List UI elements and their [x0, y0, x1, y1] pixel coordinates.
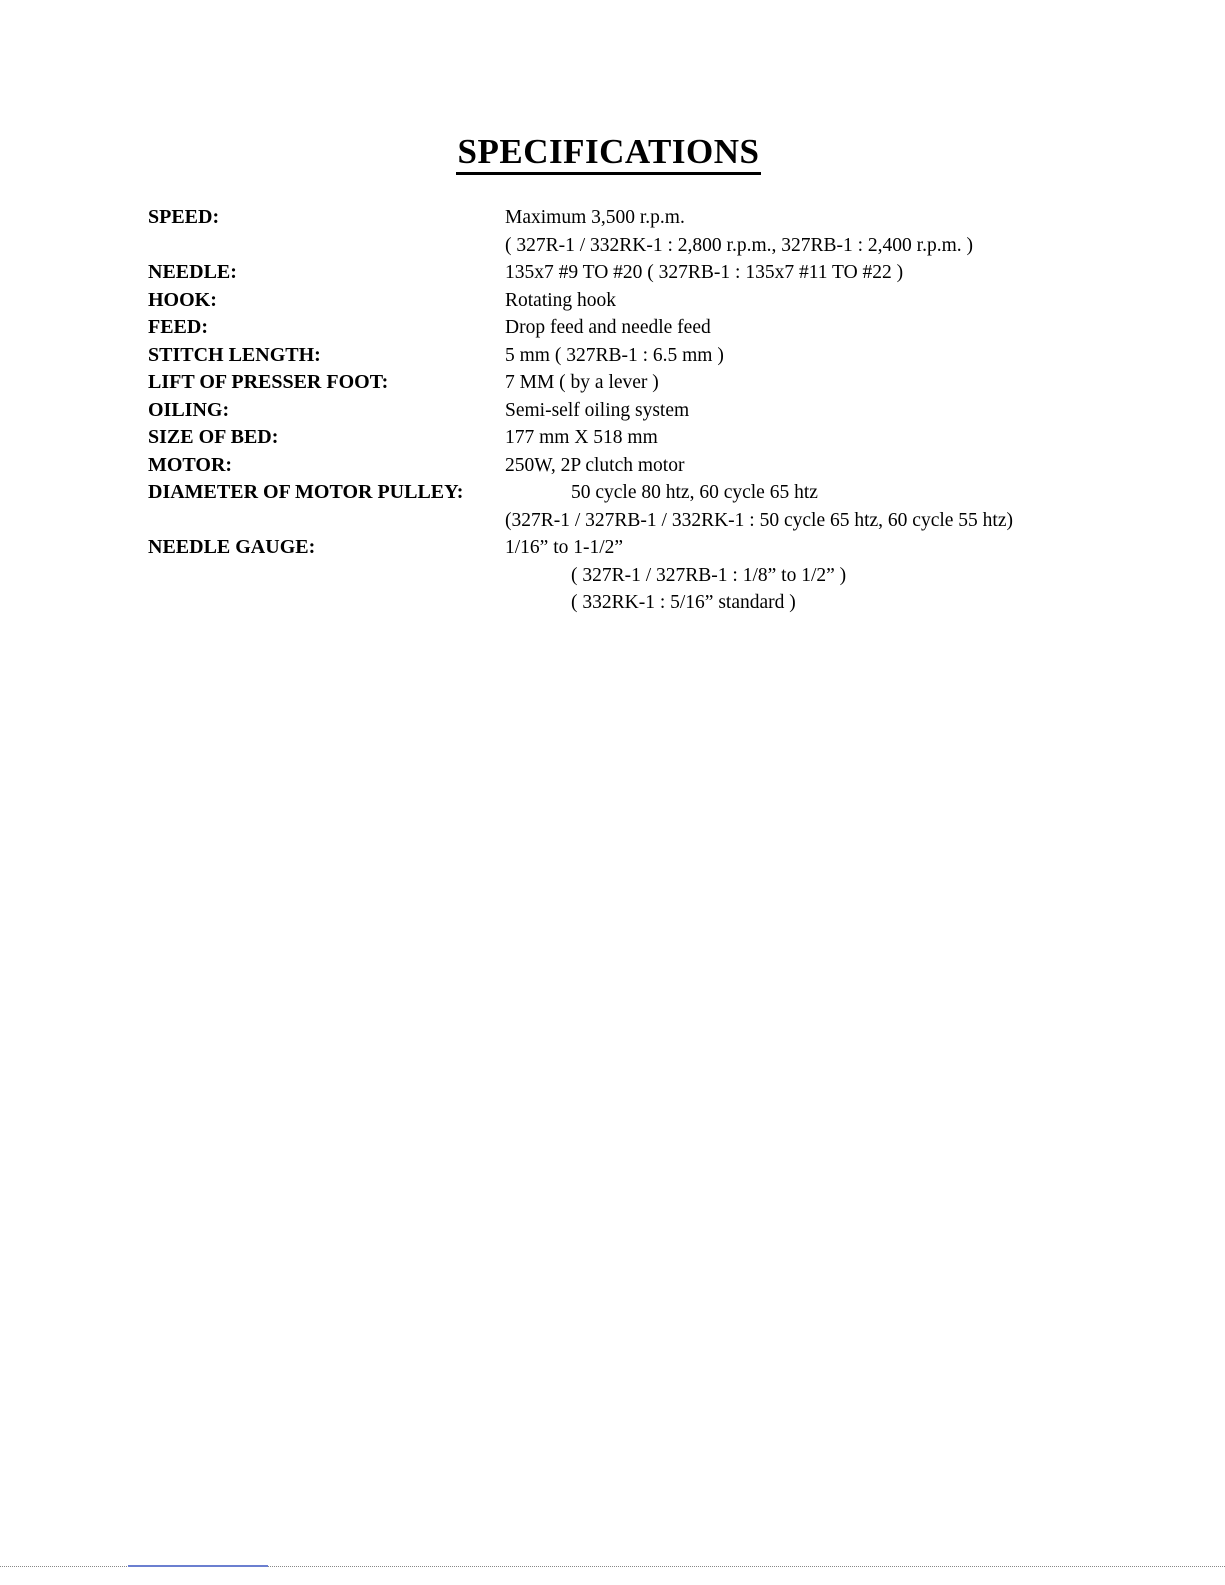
spec-note-needle-gauge-1: ( 327R-1 / 327RB-1 : 1/8” to 1/2” ) [571, 564, 847, 586]
spec-label-feed: FEED: [148, 316, 208, 338]
spec-value-speed: Maximum 3,500 r.p.m. [505, 207, 685, 228]
spec-note-motor-pulley: (327R-1 / 327RB-1 / 332RK-1 : 50 cycle 65 htz, 60 cycle 55 htz) [505, 509, 1013, 531]
spec-value-stitch-length: 5 mm ( 327RB-1 : 6.5 mm ) [505, 344, 724, 366]
spec-value-oiling: Semi-self oiling system [505, 399, 690, 421]
spec-value-needle: 135x7 #9 TO #20 ( 327RB-1 : 135x7 #11 TO #22 ) [505, 262, 904, 283]
specifications-list [0, 204, 1225, 617]
spec-value-feed: Drop feed and needle feed [505, 317, 711, 338]
spec-row-presser-foot-lift [0, 369, 1225, 397]
page-bottom-mark [128, 1565, 268, 1567]
spec-label-stitch-length: STITCH LENGTH: [148, 343, 321, 366]
spec-row-motor-pulley-note [0, 507, 1225, 535]
spec-row-needle-gauge [0, 534, 1225, 562]
spec-value-presser-foot-lift: 7 MM ( by a lever ) [505, 372, 659, 393]
spec-row-motor [0, 452, 1225, 480]
spec-label-presser-foot-lift: LIFT OF PRESSER FOOT: [148, 371, 389, 393]
spec-note-needle-gauge-2: ( 332RK-1 : 5/16” standard ) [571, 592, 796, 613]
spec-row-speed [0, 204, 1225, 232]
spec-value-motor: 250W, 2P clutch motor [505, 454, 685, 476]
spec-label-motor-pulley: DIAMETER OF MOTOR PULLEY: [148, 481, 464, 503]
page-title-text: SPECIFICATIONS [456, 132, 762, 175]
spec-row-bed-size [0, 424, 1225, 452]
spec-label-needle: NEEDLE: [148, 261, 237, 283]
spec-label-hook: HOOK: [148, 288, 217, 311]
spec-row-motor-pulley [0, 479, 1225, 507]
spec-value-motor-pulley: 50 cycle 80 htz, 60 cycle 65 htz [571, 482, 818, 503]
spec-row-feed [0, 314, 1225, 342]
spec-row-needle [0, 259, 1225, 287]
spec-row-stitch-length [0, 342, 1225, 370]
spec-label-bed-size: SIZE OF BED: [148, 426, 279, 448]
spec-label-motor: MOTOR: [148, 453, 233, 476]
spec-label-needle-gauge: NEEDLE GAUGE: [148, 536, 316, 558]
spec-row-hook [0, 287, 1225, 315]
page-title [0, 128, 1225, 176]
spec-label-speed: SPEED: [148, 206, 220, 228]
spec-row-speed-note [0, 232, 1225, 260]
spec-value-hook: Rotating hook [505, 289, 617, 311]
spec-row-needle-gauge-note-2 [0, 589, 1225, 617]
spec-note-speed: ( 327R-1 / 332RK-1 : 2,800 r.p.m., 327RB-1 : 2,400 r.p.m. ) [505, 234, 973, 256]
spec-label-oiling: OILING: [148, 398, 230, 421]
spec-row-needle-gauge-note-1 [0, 562, 1225, 590]
spec-value-bed-size: 177 mm X 518 mm [505, 427, 658, 448]
spec-value-needle-gauge: 1/16” to 1-1/2” [505, 537, 624, 558]
spec-row-oiling [0, 397, 1225, 425]
